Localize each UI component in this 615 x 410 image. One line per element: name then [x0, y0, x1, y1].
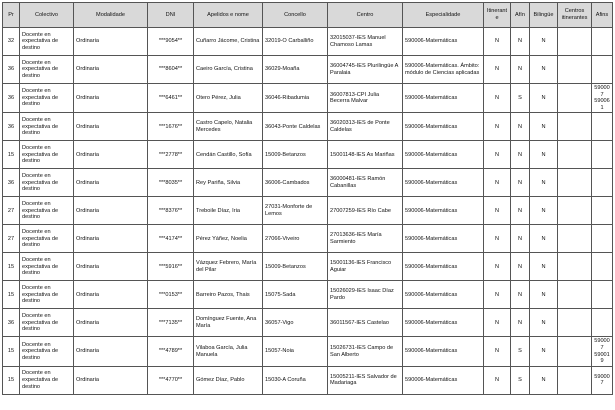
- row-apelidos-e-nome: Cuñarro Jácome, Cristina: [194, 28, 263, 56]
- row-centros-itinerantes: [558, 141, 592, 169]
- row-afin: N: [511, 197, 530, 225]
- row-apelidos-e-nome: Treboile Díaz, Iria: [194, 197, 263, 225]
- row-concello: 36057-Vigo: [263, 309, 328, 337]
- row-bilingue: N: [530, 113, 558, 141]
- row-apelidos-e-nome: Vilaboa García, Julia Manuela: [194, 337, 263, 366]
- row-centro: 36004745-IES Plurilingüe A Paralaia: [328, 56, 403, 84]
- row-bilingue: N: [530, 56, 558, 84]
- afin-code: 590019: [594, 351, 610, 365]
- row-centro: 36020313-IES de Ponte Caldelas: [328, 113, 403, 141]
- row-concello: 15009-Betanzos: [263, 253, 328, 281]
- row-modalidade: Ordinaria: [74, 28, 148, 56]
- header-concello: Concello: [263, 3, 328, 28]
- row-especialidade: 590006-Matemáticas: [403, 84, 484, 113]
- row-itinerante: N: [484, 225, 511, 253]
- table-row: [3, 253, 613, 281]
- assignments-table-container: [2, 2, 613, 395]
- row-colectivo: Docente en expectativa de destino: [20, 56, 74, 84]
- row-concello: 27031-Monforte de Lemos: [263, 197, 328, 225]
- row-modalidade: Ordinaria: [74, 366, 148, 394]
- row-apelidos-e-nome: Caeiro García, Cristina: [194, 56, 263, 84]
- row-afins: [592, 281, 613, 309]
- row-centro: 36007813-CPI Julia Becerra Malvar: [328, 84, 403, 113]
- row-concello: 36046-Ribadumia: [263, 84, 328, 113]
- row-dni: ***4174**: [148, 225, 194, 253]
- row-afins: [592, 337, 613, 366]
- row-itinerante: N: [484, 253, 511, 281]
- row-itinerante: N: [484, 113, 511, 141]
- row-pr: 15: [3, 366, 20, 394]
- row-centros-itinerantes: [558, 253, 592, 281]
- row-especialidade: 590006-Matemáticas: [403, 366, 484, 394]
- row-colectivo: Docente en expectativa de destino: [20, 28, 74, 56]
- row-bilingue: N: [530, 225, 558, 253]
- table-row: [3, 28, 613, 56]
- row-afins: [592, 141, 613, 169]
- row-itinerante: N: [484, 366, 511, 394]
- row-apelidos-e-nome: Rey Pariña, Silvia: [194, 169, 263, 197]
- table-row: [3, 337, 613, 366]
- row-modalidade: Ordinaria: [74, 56, 148, 84]
- afin-code: 590007: [594, 373, 610, 387]
- row-modalidade: Ordinaria: [74, 141, 148, 169]
- header-afins: Afins: [592, 3, 613, 28]
- row-concello: 15030-A Coruña: [263, 366, 328, 394]
- afin-code: 590007: [594, 338, 610, 351]
- row-centros-itinerantes: [558, 366, 592, 394]
- row-bilingue: N: [530, 337, 558, 366]
- row-apelidos-e-nome: Otero Pérez, Julia: [194, 84, 263, 113]
- row-pr: 36: [3, 56, 20, 84]
- header-modalidade: Modalidade: [74, 3, 148, 28]
- row-centro: 15005211-IES Salvador de Madariaga: [328, 366, 403, 394]
- row-afin: N: [511, 225, 530, 253]
- row-colectivo: Docente en expectativa de destino: [20, 113, 74, 141]
- row-apelidos-e-nome: Vázquez Febrero, María del Pilar: [194, 253, 263, 281]
- row-colectivo: Docente en expectativa de destino: [20, 253, 74, 281]
- row-bilingue: N: [530, 141, 558, 169]
- row-centro: 27007259-IES Río Cabe: [328, 197, 403, 225]
- row-dni: ***5916**: [148, 253, 194, 281]
- row-itinerante: N: [484, 169, 511, 197]
- row-dni: ***0153**: [148, 281, 194, 309]
- row-bilingue: N: [530, 197, 558, 225]
- row-centros-itinerantes: [558, 84, 592, 113]
- row-especialidade: 590006-Matemáticas: [403, 337, 484, 366]
- row-afin: N: [511, 281, 530, 309]
- row-especialidade: 590006-Matemáticas: [403, 28, 484, 56]
- header-afin: Afín: [511, 3, 530, 28]
- header-centros-itinerantes: Centros itinerantes: [558, 3, 592, 28]
- row-bilingue: N: [530, 169, 558, 197]
- row-modalidade: Ordinaria: [74, 253, 148, 281]
- table-row: [3, 84, 613, 113]
- row-itinerante: N: [484, 28, 511, 56]
- row-centro: 27013636-IES María Sarmiento: [328, 225, 403, 253]
- row-afins: [592, 225, 613, 253]
- header-pr: Pr: [3, 3, 20, 28]
- header-dni: DNI: [148, 3, 194, 28]
- row-centros-itinerantes: [558, 28, 592, 56]
- row-pr: 15: [3, 141, 20, 169]
- row-modalidade: Ordinaria: [74, 169, 148, 197]
- row-colectivo: Docente en expectativa de destino: [20, 169, 74, 197]
- table-row: [3, 281, 613, 309]
- row-itinerante: N: [484, 281, 511, 309]
- row-apelidos-e-nome: Barreiro Pazos, Thais: [194, 281, 263, 309]
- row-afins: [592, 56, 613, 84]
- row-centros-itinerantes: [558, 197, 592, 225]
- row-bilingue: N: [530, 84, 558, 113]
- row-afins: [592, 197, 613, 225]
- row-modalidade: Ordinaria: [74, 281, 148, 309]
- row-pr: 15: [3, 337, 20, 366]
- afin-code: 590061: [594, 98, 610, 111]
- row-itinerante: N: [484, 309, 511, 337]
- row-afin: S: [511, 337, 530, 366]
- row-concello: 36043-Ponte Caldelas: [263, 113, 328, 141]
- table-row: [3, 169, 613, 197]
- assignments-table: [2, 2, 613, 395]
- row-centro: 36000481-IES Ramón Cabanillas: [328, 169, 403, 197]
- row-afins: [592, 84, 613, 113]
- row-modalidade: Ordinaria: [74, 84, 148, 113]
- row-pr: 32: [3, 28, 20, 56]
- row-afins: [592, 366, 613, 394]
- row-especialidade: 590006-Matemáticas. Ámbito: módulo de Ciencias aplicadas: [403, 56, 484, 84]
- header-centro: Centro: [328, 3, 403, 28]
- row-centros-itinerantes: [558, 169, 592, 197]
- row-dni: ***4789**: [148, 337, 194, 366]
- row-apelidos-e-nome: Cendán Castillo, Sofía: [194, 141, 263, 169]
- row-centros-itinerantes: [558, 113, 592, 141]
- table-row: [3, 309, 613, 337]
- header-bilingue: Bilingüe: [530, 3, 558, 28]
- row-apelidos-e-nome: Castro Capelo, Natalia Mercedes: [194, 113, 263, 141]
- row-afin: N: [511, 28, 530, 56]
- row-colectivo: Docente en expectativa de destino: [20, 366, 74, 394]
- row-pr: 36: [3, 169, 20, 197]
- row-centro: 36011567-IES Castelao: [328, 309, 403, 337]
- row-dni: ***1676**: [148, 113, 194, 141]
- row-especialidade: 590006-Matemáticas: [403, 225, 484, 253]
- row-pr: 36: [3, 113, 20, 141]
- row-afin: N: [511, 253, 530, 281]
- row-colectivo: Docente en expectativa de destino: [20, 141, 74, 169]
- row-centros-itinerantes: [558, 281, 592, 309]
- row-afins: [592, 28, 613, 56]
- row-centros-itinerantes: [558, 309, 592, 337]
- row-centros-itinerantes: [558, 225, 592, 253]
- row-afin: N: [511, 169, 530, 197]
- row-afin: N: [511, 56, 530, 84]
- row-concello: 36006-Cambados: [263, 169, 328, 197]
- row-afins: [592, 113, 613, 141]
- row-afins: [592, 253, 613, 281]
- row-dni: ***9054**: [148, 28, 194, 56]
- header-colectivo: Colectivo: [20, 3, 74, 28]
- row-centro: 15001136-IES Francisco Aguiar: [328, 253, 403, 281]
- row-centros-itinerantes: [558, 56, 592, 84]
- afin-code: 590007: [594, 85, 610, 98]
- row-itinerante: N: [484, 141, 511, 169]
- row-apelidos-e-nome: Gómez Díaz, Pablo: [194, 366, 263, 394]
- row-dni: ***4770**: [148, 366, 194, 394]
- table-row: [3, 56, 613, 84]
- row-colectivo: Docente en expectativa de destino: [20, 225, 74, 253]
- row-bilingue: N: [530, 366, 558, 394]
- row-especialidade: 590006-Matemáticas: [403, 253, 484, 281]
- row-dni: ***7135**: [148, 309, 194, 337]
- row-modalidade: Ordinaria: [74, 309, 148, 337]
- row-especialidade: 590006-Matemáticas: [403, 281, 484, 309]
- table-row: [3, 197, 613, 225]
- row-especialidade: 590006-Matemáticas: [403, 309, 484, 337]
- row-concello: 15075-Sada: [263, 281, 328, 309]
- table-row: [3, 225, 613, 253]
- row-especialidade: 590006-Matemáticas: [403, 141, 484, 169]
- row-bilingue: N: [530, 28, 558, 56]
- header-itinerante: Itinerante: [484, 3, 511, 28]
- table-row: [3, 366, 613, 394]
- table-row: [3, 113, 613, 141]
- row-dni: ***8604**: [148, 56, 194, 84]
- row-bilingue: N: [530, 281, 558, 309]
- row-centro: 15001148-IES As Mariñas: [328, 141, 403, 169]
- row-colectivo: Docente en expectativa de destino: [20, 197, 74, 225]
- row-centro: 15026731-IES Campo de San Alberto: [328, 337, 403, 366]
- table-row: [3, 141, 613, 169]
- row-concello: 32019-O Carballiño: [263, 28, 328, 56]
- table-header-row: [3, 3, 613, 28]
- row-centros-itinerantes: [558, 337, 592, 366]
- row-concello: 15057-Noia: [263, 337, 328, 366]
- row-pr: 15: [3, 253, 20, 281]
- row-afins: [592, 309, 613, 337]
- row-especialidade: 590006-Matemáticas: [403, 113, 484, 141]
- row-modalidade: Ordinaria: [74, 113, 148, 141]
- row-dni: ***8376**: [148, 197, 194, 225]
- row-modalidade: Ordinaria: [74, 337, 148, 366]
- row-itinerante: N: [484, 337, 511, 366]
- row-pr: 15: [3, 281, 20, 309]
- row-centro: 32015037-IES Manuel Chamoso Lamas: [328, 28, 403, 56]
- row-concello: 27066-Viveiro: [263, 225, 328, 253]
- row-itinerante: N: [484, 197, 511, 225]
- row-especialidade: 590006-Matemáticas: [403, 197, 484, 225]
- row-itinerante: N: [484, 56, 511, 84]
- row-dni: ***8035**: [148, 169, 194, 197]
- row-colectivo: Docente en expectativa de destino: [20, 337, 74, 366]
- row-pr: 36: [3, 309, 20, 337]
- row-bilingue: N: [530, 253, 558, 281]
- row-bilingue: N: [530, 309, 558, 337]
- row-pr: 27: [3, 225, 20, 253]
- row-afins: [592, 169, 613, 197]
- row-concello: 36029-Moaña: [263, 56, 328, 84]
- row-afin: N: [511, 113, 530, 141]
- row-dni: ***6461**: [148, 84, 194, 113]
- row-centro: 15026029-IES Isaac Díaz Pardo: [328, 281, 403, 309]
- header-especialidade: Especialidade: [403, 3, 484, 28]
- row-concello: 15009-Betanzos: [263, 141, 328, 169]
- row-afin: S: [511, 366, 530, 394]
- row-afin: N: [511, 309, 530, 337]
- table-body: [3, 28, 613, 395]
- header-apelidos-e-nome: Apelidos e nome: [194, 3, 263, 28]
- row-afin: S: [511, 84, 530, 113]
- row-modalidade: Ordinaria: [74, 225, 148, 253]
- row-colectivo: Docente en expectativa de destino: [20, 84, 74, 113]
- row-apelidos-e-nome: Pérez Yáñez, Noelia: [194, 225, 263, 253]
- row-colectivo: Docente en expectativa de destino: [20, 281, 74, 309]
- row-especialidade: 590006-Matemáticas: [403, 169, 484, 197]
- row-pr: 36: [3, 84, 20, 113]
- row-modalidade: Ordinaria: [74, 197, 148, 225]
- row-dni: ***2778**: [148, 141, 194, 169]
- row-pr: 27: [3, 197, 20, 225]
- row-afin: N: [511, 141, 530, 169]
- row-itinerante: N: [484, 84, 511, 113]
- row-apelidos-e-nome: Domínguez Fuente, Ana María: [194, 309, 263, 337]
- row-colectivo: Docente en expectativa de destino: [20, 309, 74, 337]
